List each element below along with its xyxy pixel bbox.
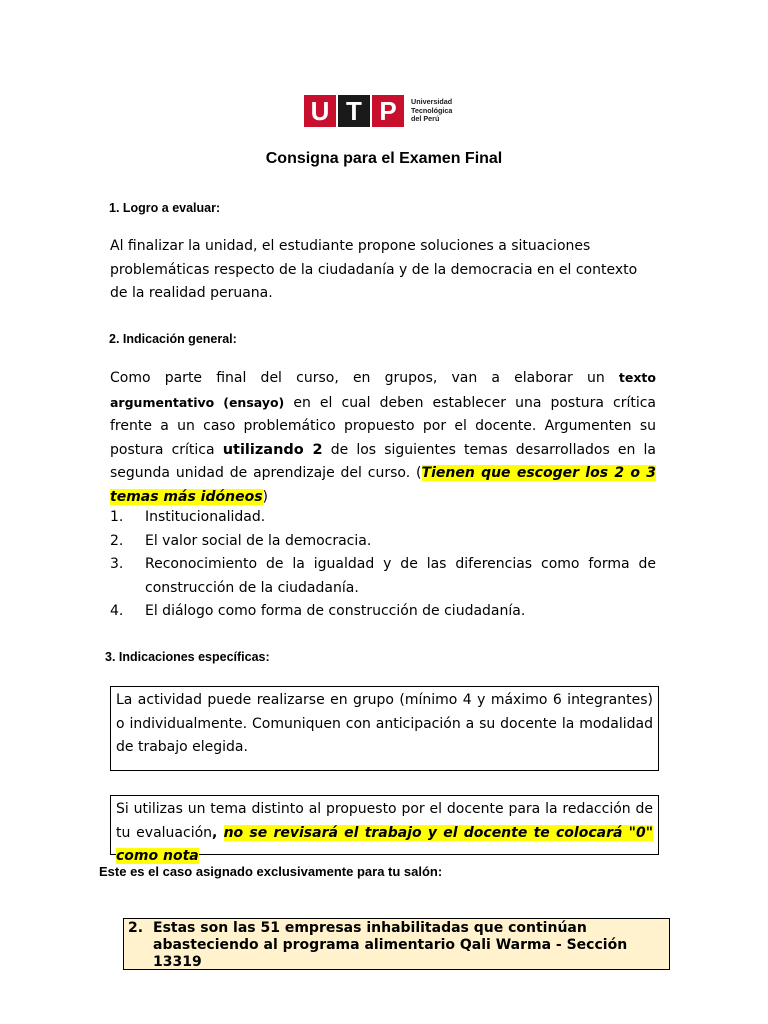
section1-paragraph: Al finalizar la unidad, el estudiante propone soluciones a situaciones problemáticas respecto de la ciudadanía y de la democracia en el contexto de la realidad peruana. (110, 238, 638, 301)
logo-university-name: Universidad Tecnológica del Perú (411, 97, 453, 124)
bold-utilizando: utilizando 2 (222, 441, 323, 458)
list-item: 1. Institucionalidad. (110, 509, 266, 525)
warning-highlight: no se revisará el trabajo y el docente te colocará "0" como nota (116, 824, 653, 864)
logo-letter-p: P (372, 95, 404, 127)
topics-list (110, 506, 656, 624)
case-text: Estas son las 51 empresas inhabilitadas que continúan abasteciendo al programa alimentario Qali Warma - Sección 13319 (153, 920, 628, 970)
topic-warning-box: Si utilizas un tema distinto al propuesto por el docente para la redacción de tu evaluación, no se revisará el trabajo y el docente te colocará "0" como nota (110, 795, 659, 855)
highlighted-instruction: Tienen que escoger los 2 o 3 temas más idóneos (110, 465, 656, 505)
list-item: 3. Reconocimiento de la igualdad y de las diferencias como forma de construcción de la ciudadanía. (110, 556, 656, 596)
logo-letter-u: U (304, 95, 336, 127)
section2-heading: 2. Indicación general: (109, 332, 237, 346)
list-item: 4. El diálogo como forma de construcción de ciudadanía. (110, 603, 526, 619)
bold-text-argumentativo: texto argumentativo (ensayo) (110, 370, 656, 410)
section2-paragraph: Como parte final del curso, en grupos, van a elaborar un texto argumentativo (ensayo) en el cual deben establecer una postura crítica frente a un caso problemático propuesto por el docente. Argumenten su postura crítica utilizando 2 de los siguientes temas desarrollados en la segunda unidad de aprendizaje del curso. (Tienen que escoger los 2 o 3 temas más idóneos) (110, 370, 656, 505)
document-title: Consigna para el Examen Final (265, 150, 503, 167)
group-activity-box: La actividad puede realizarse en grupo (mínimo 4 y máximo 6 integrantes) o individualmente. Comuniquen con anticipación a su docente la modalidad de trabajo elegida. (110, 686, 659, 771)
case-number: 2. (128, 920, 144, 936)
utp-logo (304, 95, 452, 127)
case-label: Este es el caso asignado exclusivamente para tu salón: (99, 864, 443, 879)
logo-letter-t: T (338, 95, 370, 127)
list-item: 2. El valor social de la democracia. (110, 532, 372, 549)
section3-heading: 3. Indicaciones específicas: (105, 650, 270, 664)
section1-heading: 1. Logro a evaluar: (109, 201, 221, 215)
case-box (123, 918, 670, 970)
